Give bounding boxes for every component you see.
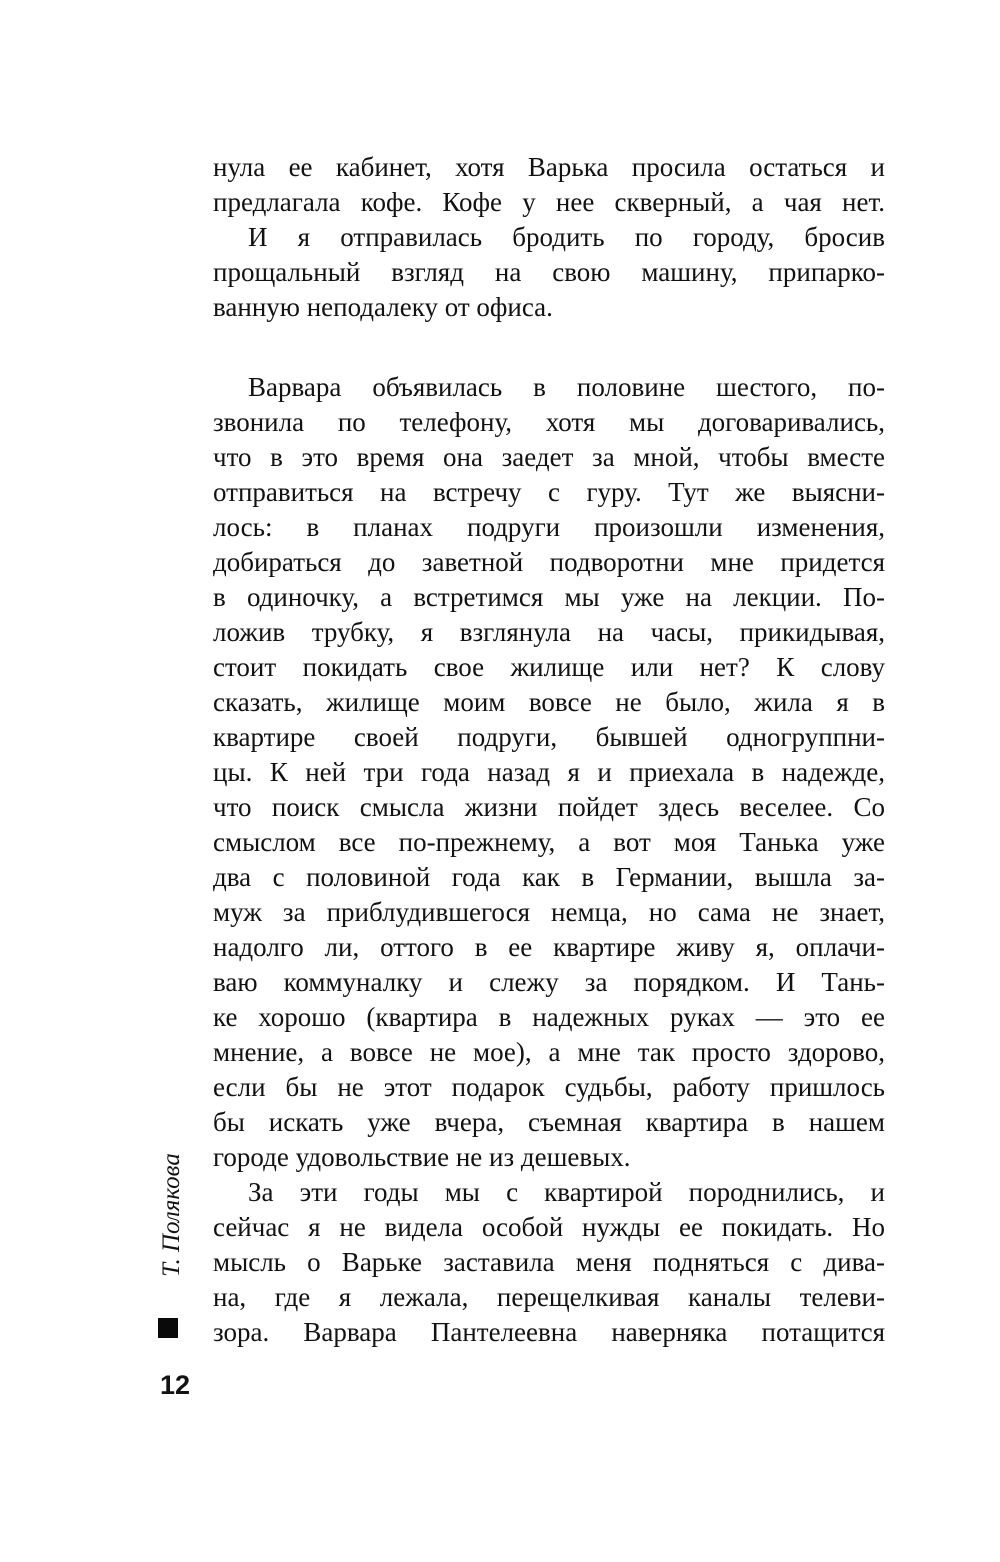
text-line: надолго ли, оттого в ее квартире живу я, оплачи- — [213, 932, 885, 962]
paragraph — [213, 220, 885, 325]
sidebar-author: Т. Полякова — [158, 1153, 185, 1277]
text-line: прощальный взгляд на свою машину, припарко- — [213, 257, 885, 287]
paragraph — [213, 1175, 885, 1350]
text-line: мысль о Варьке заставила меня подняться с дива- — [213, 1247, 885, 1277]
text-line: бы искать уже вчера, съемная квартира в нашем — [213, 1107, 885, 1137]
text-line: звонила по телефону, хотя мы договаривались, — [213, 407, 885, 437]
text-line: За эти годы мы с квартирой породнились, и — [248, 1177, 885, 1207]
page-number: 12 — [160, 1370, 191, 1400]
section-marker-square — [158, 1318, 178, 1338]
text-line: отправиться на встречу с гуру. Тут же выясни- — [213, 477, 885, 507]
text-line: квартире своей подруги, бывшей одногруппни- — [213, 722, 885, 752]
text-line: ложив трубку, я взглянула на часы, прикидывая, — [213, 617, 885, 647]
text-line: сейчас я не видела особой нужды ее покидать. Но — [213, 1212, 885, 1242]
paragraph — [213, 150, 885, 220]
text-line: муж за приблудившегося немца, но сама не знает, — [213, 897, 885, 927]
text-line: сказать, жилище моим вовсе не было, жила я в — [213, 687, 885, 717]
text-line: если бы не этот подарок судьбы, работу пришлось — [213, 1072, 885, 1102]
text-line: ке хорошо (квартира в надежных руках — это ее — [213, 1002, 885, 1032]
text-line: добираться до заветной подворотни мне придется — [213, 547, 885, 577]
text-line: лось: в планах подруги произошли изменения, — [213, 512, 885, 542]
text-line: городе удовольствие не из дешевых. — [213, 1142, 631, 1172]
text-line: в одиночку, а встретимся мы уже на лекции. По- — [213, 582, 885, 612]
text-line: нула ее кабинет, хотя Варька просила остаться и — [213, 152, 885, 182]
text-line: ваю коммуналку и слежу за порядком. И Тань- — [213, 967, 885, 997]
text-line: цы. К ней три года назад я и приехала в надежде, — [213, 757, 885, 787]
text-line: зора. Варвара Пантелеевна наверняка потащится — [213, 1317, 885, 1347]
text-line: предлагала кофе. Кофе у нее скверный, а чая нет. — [213, 187, 885, 217]
text-line: И я отправилась бродить по городу, бросив — [248, 222, 885, 252]
body-text — [213, 150, 885, 1350]
text-line: два с половиной года как в Германии, вышла за- — [213, 862, 885, 892]
text-line: Варвара объявилась в половине шестого, по- — [248, 372, 885, 402]
text-line: что поиск смысла жизни пойдет здесь веселее. Со — [213, 792, 885, 822]
text-line: на, где я лежала, перещелкивая каналы телеви- — [213, 1282, 885, 1312]
paragraph — [213, 370, 885, 1175]
text-line: смыслом все по-прежнему, а вот моя Танька уже — [213, 827, 885, 857]
text-line: ванную неподалеку от офиса. — [213, 292, 553, 322]
text-line: мнение, а вовсе не мое), а мне так просто здорово, — [213, 1037, 885, 1067]
text-line: стоит покидать свое жилище или нет? К слову — [213, 652, 885, 682]
text-line: что в это время она заедет за мной, чтобы вместе — [213, 442, 885, 472]
